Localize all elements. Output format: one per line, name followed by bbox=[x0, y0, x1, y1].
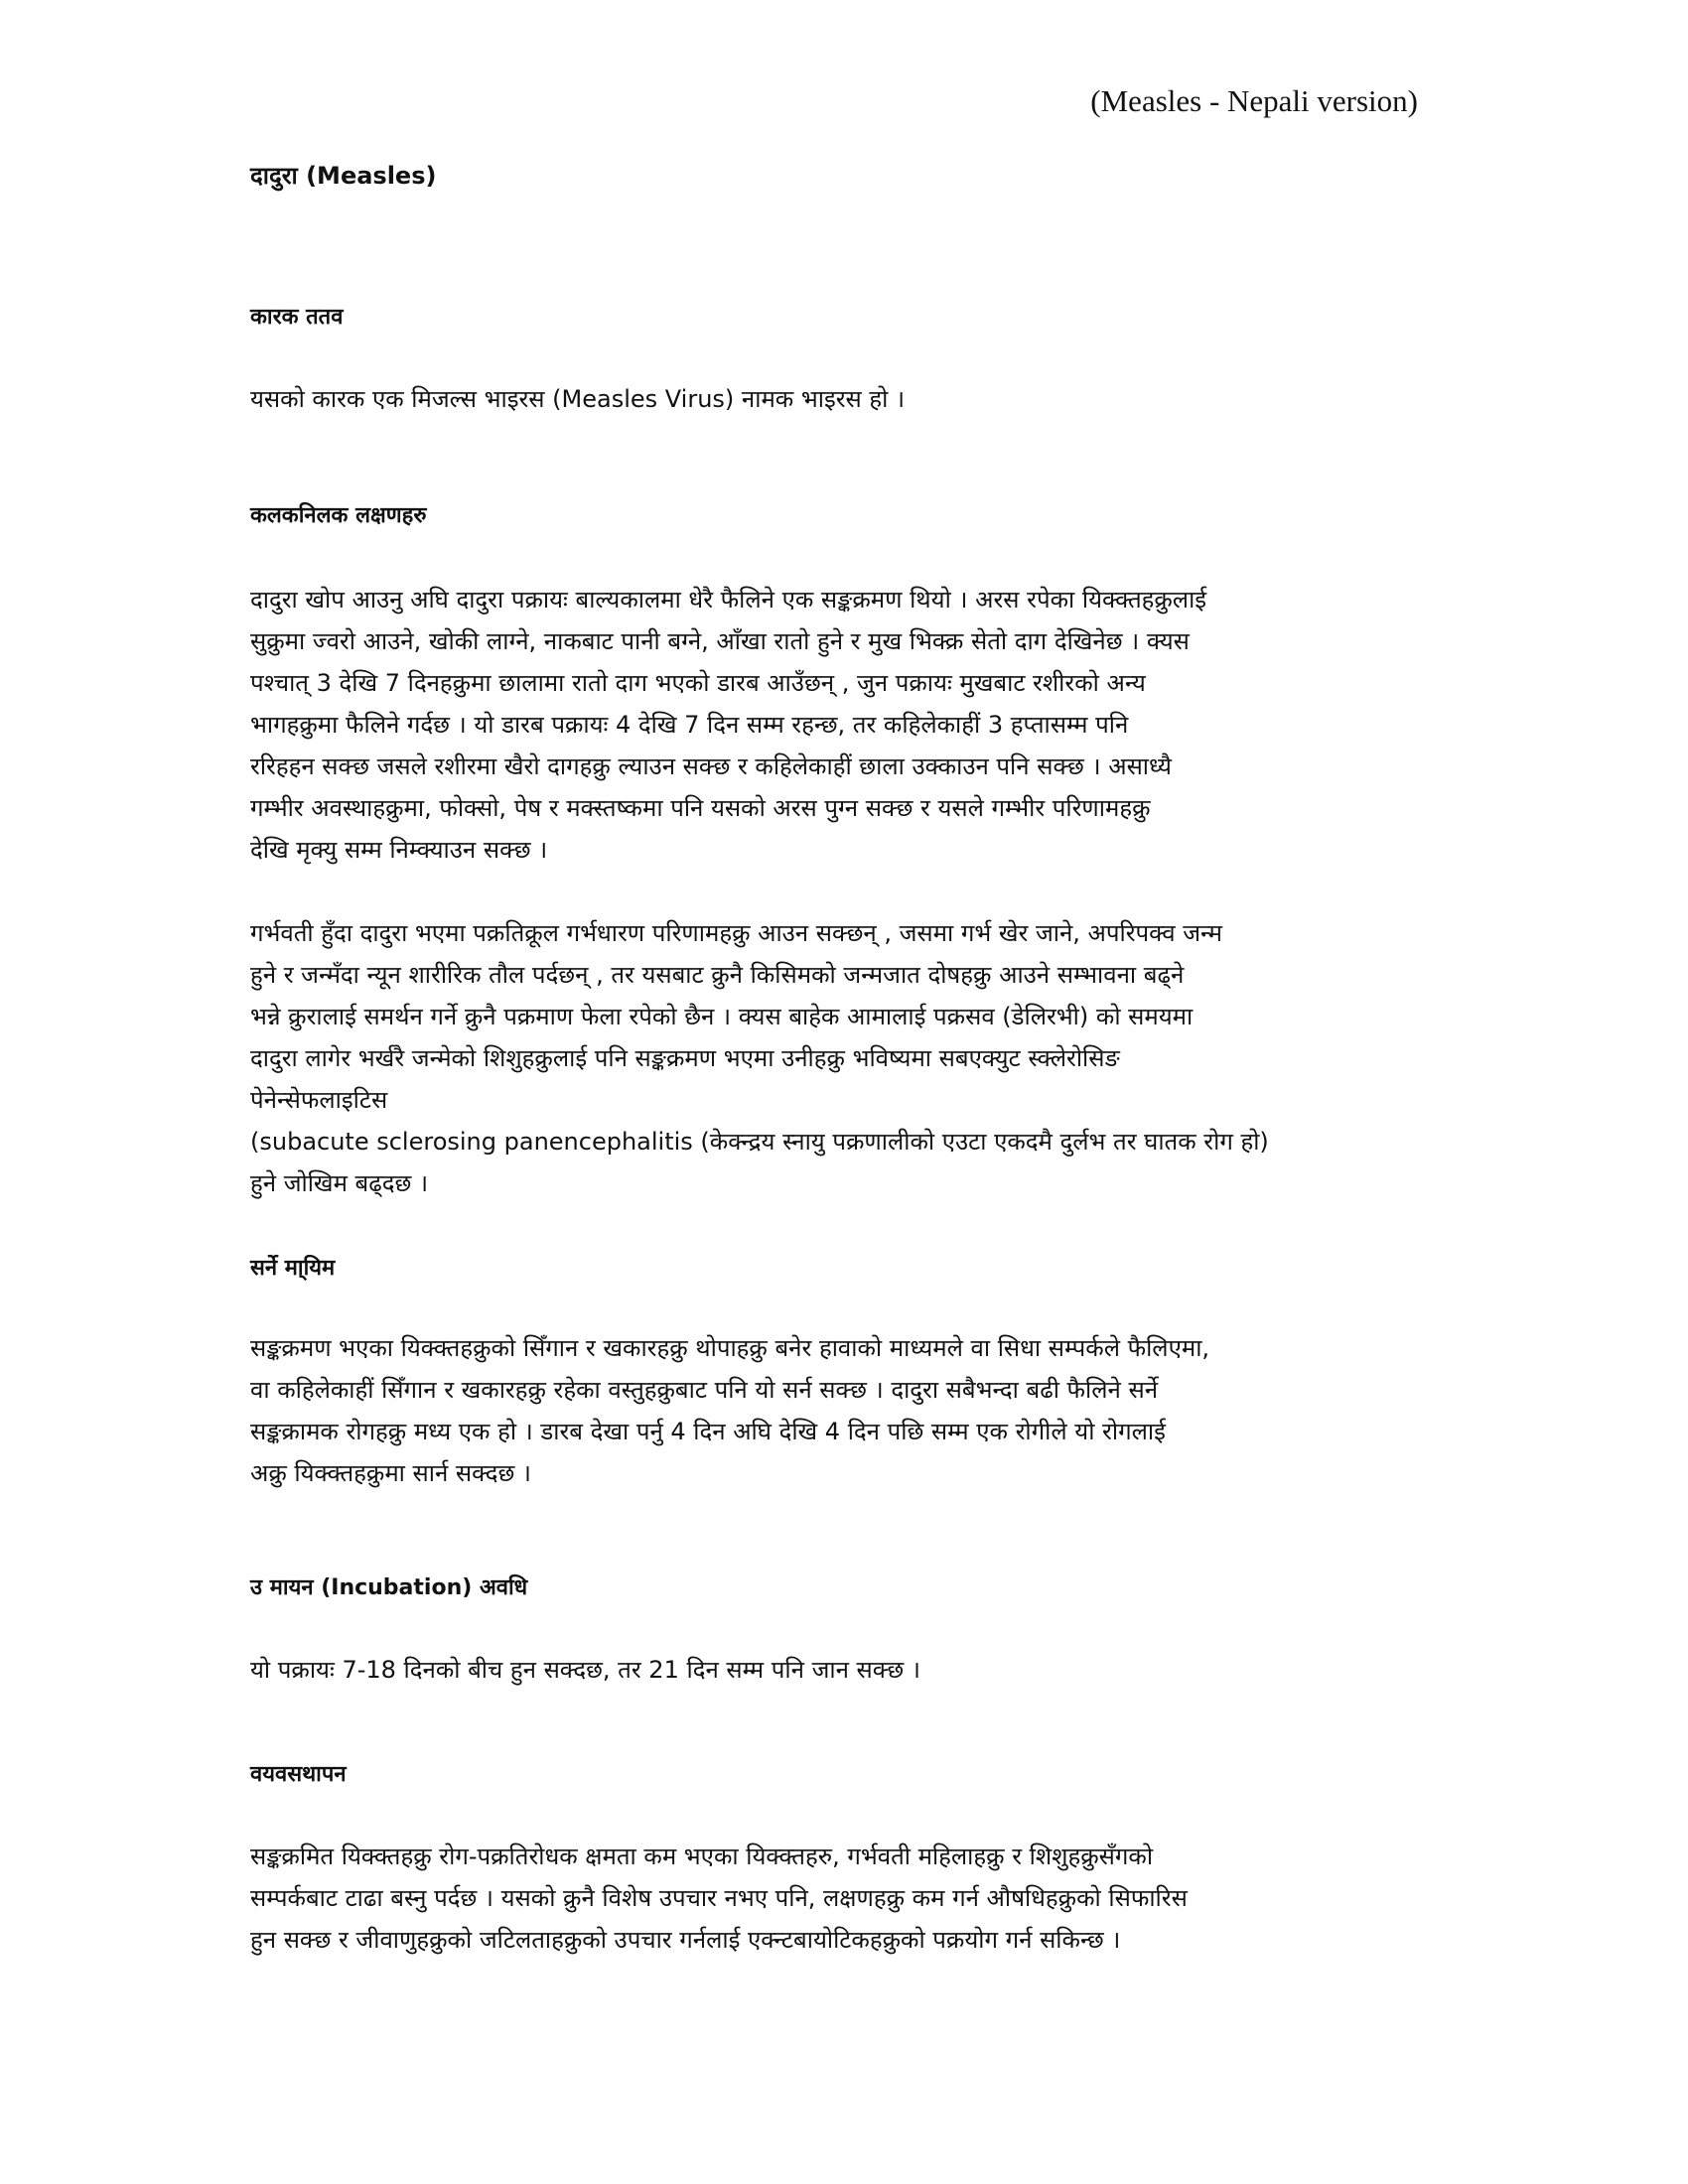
paragraph-line: सम्पर्कबाट टाढा बस्नु पर्दछ । यसको क्रुनै विशेष उपचार नभए पनि, लक्षणहक्रु कम गर्न औषधिहक्रुको सिफारिस bbox=[250, 1884, 1188, 1912]
paragraph-line: वा कहिलेकाहीं सिँगान र खकारहक्रु रहेका वस्तुहक्रुबाट पनि यो सर्न सक्छ । दादुरा सबैभन्दा बढी फैलिने सर्ने bbox=[250, 1376, 1159, 1404]
paragraph-line: दादुरा खोप आउनु अघि दादुरा पक्रायः बाल्यकालमा धेरै फैलिने एक सङ्कक्रमण थियो । अरस रपेका यिक्क्तहक्रुलाई bbox=[250, 586, 1207, 614]
paragraph-transmission bbox=[250, 1327, 1432, 1494]
section-heading-transmission: सर्ने मा्यिम bbox=[250, 1256, 336, 1281]
paragraph-line: अक्रु यिक्क्तहक्रुमा सार्न सक्दछ । bbox=[250, 1459, 531, 1487]
paragraph-line: हुने र जन्मँदा न्यून शारीरिक तौल पर्दछन् , तर यसबाट क्रुनै किसिमको जन्मजात दोषहक्रु आउने सम्भावना बढ्ने bbox=[250, 961, 1185, 989]
document-title: दादुरा (Measles) bbox=[250, 162, 437, 190]
section-heading-clinical-features: कलकनिलक लक्षणहरु bbox=[250, 503, 427, 528]
paragraph-line: ररिहहन सक्छ जसले रशीरमा खैरो दागहक्रु ल्याउन सक्छ र कहिलेकाहीं छाला उक्काउन पनि सक्छ । असाध्यै bbox=[250, 752, 1172, 780]
paragraph-line: हुन सक्छ र जीवाणुहक्रुको जटिलताहक्रुको उपचार गर्नलाई एक्न्टबायोटिकहक्रुको पक्रयोग गर्न सकिन्छ । bbox=[250, 1926, 1121, 1954]
section-heading-management: वयवसथापन bbox=[250, 1762, 347, 1787]
paragraph-line: सङ्कक्रमित यिक्क्तहक्रु रोग-पक्रतिरोधक क्षमता कम भएका यिक्क्तहरु, गर्भवती महिलाहक्रु र शिशुहक्रुसँगको bbox=[250, 1843, 1154, 1870]
paragraph-incubation bbox=[250, 1655, 1432, 1685]
paragraph-management bbox=[250, 1836, 1432, 1961]
paragraph-line: हुने जोखिम बढ्दछ । bbox=[250, 1169, 429, 1197]
paragraph-line: यसको कारक एक मिजल्स भाइरस (Measles Virus) नामक भाइरस हो । bbox=[250, 385, 906, 413]
paragraph-line: दादुरा लागेर भर्खरै जन्मेको शिशुहक्रुलाई पनि सङ्कक्रमण भएमा उनीहक्रु भविष्यमा सबएक्युट स्क्लेरोसिङ bbox=[250, 1044, 1120, 1072]
document-body bbox=[250, 159, 1432, 1961]
paragraph-line: (subacute sclerosing panencephalitis (केक्न्द्रय स्नायु पक्रणालीको एउटा एकदमै दुर्लभ तर घातक रोग हो) bbox=[250, 1128, 1269, 1156]
paragraph-line: गम्भीर अवस्थाहक्रुमा, फोक्सो, पेष र मक्स्तष्कमा पनि यसको अरस पुग्न सक्छ र यसले गम्भीर परिणामहक्रु bbox=[250, 794, 1151, 822]
paragraph-line: भागहक्रुमा फैलिने गर्दछ । यो डारब पक्रायः 4 देखि 7 दिन सम्म रहन्छ, तर कहिलेकाहीं 3 हप्तासम्म पनि bbox=[250, 711, 1129, 739]
paragraph-pregnancy bbox=[250, 912, 1432, 1204]
paragraph-line: सङ्कक्रामक रोगहक्रु मध्य एक हो । डारब देखा पर्नु 4 दिन अघि देखि 4 दिन पछि सम्म एक रोगीले यो रोगलाई bbox=[250, 1418, 1166, 1445]
paragraph-causative-agent bbox=[250, 384, 1432, 414]
paragraph-line: भन्ने क्रुरालाई समर्थन गर्ने क्रुनै पक्रमाण फेला रपेको छैन । क्यस बाहेक आमालाई पक्रसव (डेलिरभी) को समयमा bbox=[250, 1003, 1194, 1030]
paragraph-clinical-features bbox=[250, 579, 1432, 871]
paragraph-line: सुक्रुमा ज्वरो आउने, खोकी लाग्ने, नाकबाट पानी बग्ने, आँखा रातो हुने र मुख भिक्क्र सेतो दाग देखिनेछ । क्यस bbox=[250, 627, 1190, 655]
version-label: (Measles - Nepali version) bbox=[1090, 83, 1418, 118]
paragraph-line: सङ्कक्रमण भएका यिक्क्तहक्रुको सिँगान र खकारहक्रु थोपाहक्रु बनेर हावाको माध्यमले वा सिधा सम्पर्कले फैलिएमा, bbox=[250, 1334, 1210, 1362]
paragraph-line: पश्चात् 3 देखि 7 दिनहक्रुमा छालामा रातो दाग भएको डारब आउँछन् , जुन पक्रायः मुखबाट रशीरको अन्य bbox=[250, 669, 1146, 697]
paragraph-line: देखि मृक्यु सम्म निम्क्याउन सक्छ । bbox=[250, 836, 548, 864]
paragraph-line: यो पक्रायः 7-18 दिनको बीच हुन सक्दछ, तर 21 दिन सम्म पनि जान सक्छ । bbox=[250, 1656, 920, 1684]
section-heading-causative-agent: कारक ततव bbox=[250, 305, 344, 330]
paragraph-line: पेनेन्सेफलाइटिस bbox=[250, 1086, 388, 1114]
paragraph-line: गर्भवती हुँदा दादुरा भएमा पक्रतिक्रूल गर्भधारण परिणामहक्रु आउन सक्छन् , जसमा गर्भ खेर जाने, अपरिपक्व जन्म bbox=[250, 919, 1223, 947]
section-heading-incubation: उ मायन (Incubation) अवधि bbox=[250, 1575, 528, 1600]
